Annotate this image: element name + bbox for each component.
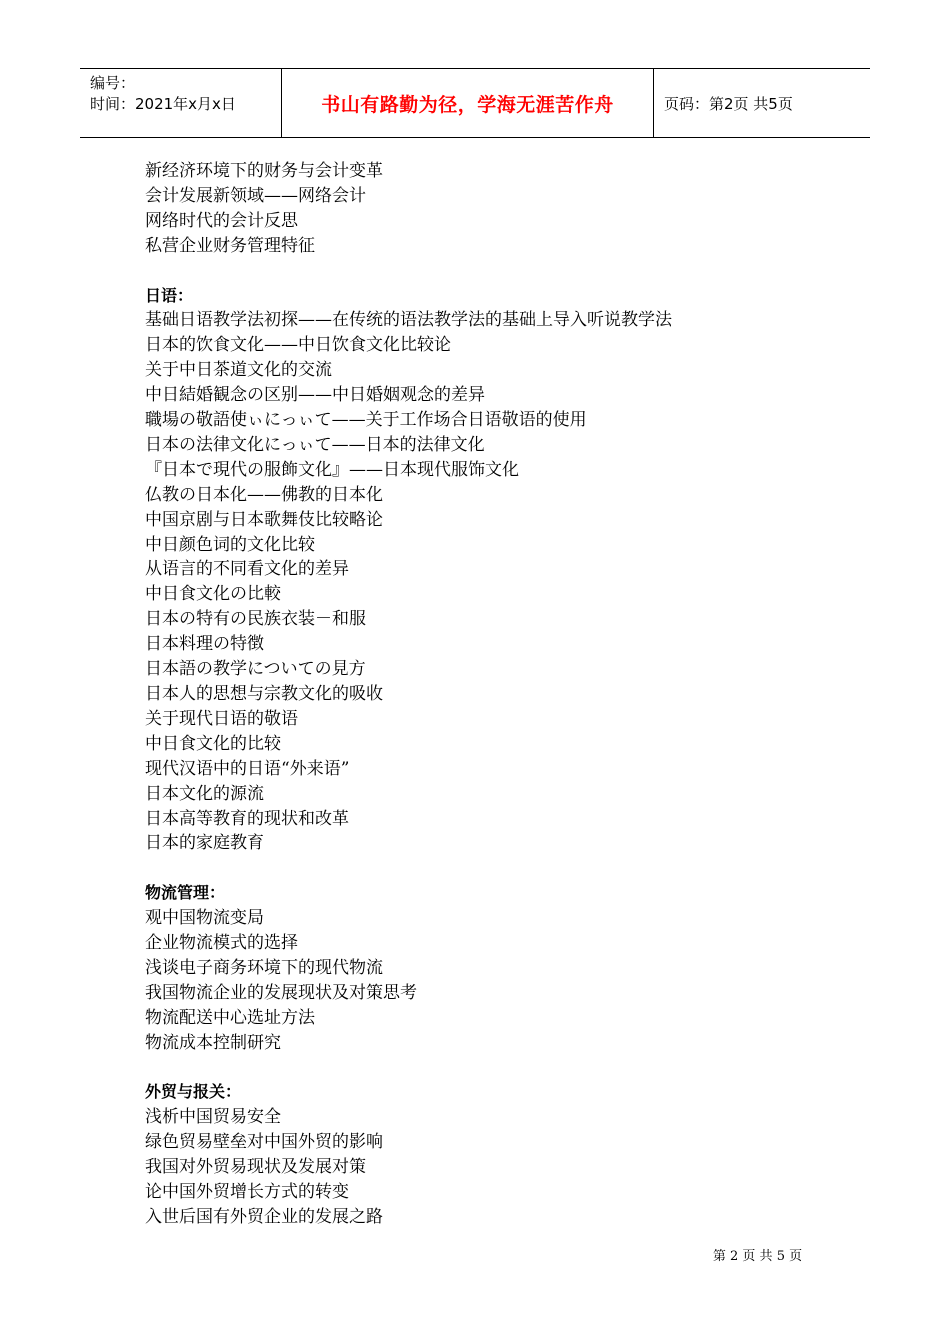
- list-item: 关于中日茶道文化的交流: [145, 360, 332, 381]
- list-item: 中日食文化的比较: [145, 733, 281, 754]
- list-item: 会计发展新领域——网络会计: [145, 185, 366, 206]
- list-item: 日本的家庭教育: [145, 833, 264, 854]
- code-label: 编号：: [90, 74, 136, 92]
- header-motto: 书山有路勤为径，学海无涯苦作舟: [282, 69, 654, 137]
- section-title: 日语：: [145, 285, 194, 305]
- list-item: 基础日语教学法初探——在传统的语法教学法的基础上导入听说教学法: [145, 310, 672, 331]
- list-item: 中日食文化の比較: [145, 584, 281, 605]
- list-item: 论中国外贸增长方式的转变: [145, 1182, 349, 1203]
- list-item: 『日本で現代の服飾文化』——日本现代服饰文化: [145, 459, 519, 480]
- header-meta: [80, 69, 282, 137]
- footer-page-number: 第 2 页 共 5 页: [712, 1249, 803, 1264]
- list-item: 日本語の教学についての見方: [145, 659, 366, 680]
- list-item: 绿色贸易壁垒对中国外贸的影响: [145, 1132, 383, 1153]
- header-page-info: 页码：第2页 共5页: [664, 94, 793, 113]
- date-label: 时间：2021年x月x日: [90, 95, 236, 113]
- section-japanese: [145, 284, 845, 857]
- page-header: [80, 68, 870, 138]
- list-item: 从语言的不同看文化的差异: [145, 559, 349, 580]
- list-item: 我国物流企业的发展现状及对策思考: [145, 982, 417, 1003]
- list-item: 仏教の日本化——佛教的日本化: [145, 484, 383, 505]
- section-title: 物流管理：: [145, 883, 226, 903]
- list-item: 日本人的思想与宗教文化的吸收: [145, 684, 383, 705]
- section-foreign-trade: [145, 1080, 845, 1229]
- section-title: 外贸与报关：: [145, 1082, 242, 1102]
- list-item: 日本の特有の民族衣装－和服: [145, 609, 366, 630]
- document-body: [145, 159, 845, 1230]
- list-item: 入世后国有外贸企业的发展之路: [145, 1207, 383, 1228]
- list-item: 物流成本控制研究: [145, 1032, 281, 1053]
- list-item: 观中国物流变局: [145, 908, 264, 929]
- list-item: 中日結婚観念の区别——中日婚姻观念的差异: [145, 385, 485, 406]
- list-item: 现代汉语中的日语“外来语”: [145, 758, 350, 779]
- list-item: 日本的饮食文化——中日饮食文化比较论: [145, 335, 451, 356]
- intro-list: [145, 159, 845, 259]
- list-item: 浅谈电子商务环境下的现代物流: [145, 957, 383, 978]
- list-item: 日本の法律文化にっぃて——日本的法律文化: [145, 434, 485, 455]
- list-item: 浅析中国贸易安全: [145, 1107, 281, 1128]
- section-logistics: [145, 881, 845, 1055]
- list-item: 企业物流模式的选择: [145, 933, 298, 954]
- list-item: 物流配送中心选址方法: [145, 1007, 315, 1028]
- page-footer: [0, 1245, 950, 1264]
- list-item: 中日颜色词的文化比较: [145, 534, 315, 555]
- list-item: 日本料理の特徴: [145, 634, 264, 655]
- list-item: 我国对外贸易现状及发展对策: [145, 1157, 366, 1178]
- list-item: 网络时代的会计反思: [145, 210, 298, 231]
- list-item: 关于现代日语的敬语: [145, 708, 298, 729]
- list-item: 私营企业财务管理特征: [145, 235, 315, 256]
- list-item: 日本文化的源流: [145, 783, 264, 804]
- list-item: 中国京剧与日本歌舞伎比较略论: [145, 509, 383, 530]
- list-item: 日本高等教育的现状和改革: [145, 808, 349, 829]
- list-item: 職場の敬語使ぃにっぃて——关于工作场合日语敬语的使用: [145, 410, 587, 431]
- list-item: 新经济环境下的财务与会计变革: [145, 161, 383, 181]
